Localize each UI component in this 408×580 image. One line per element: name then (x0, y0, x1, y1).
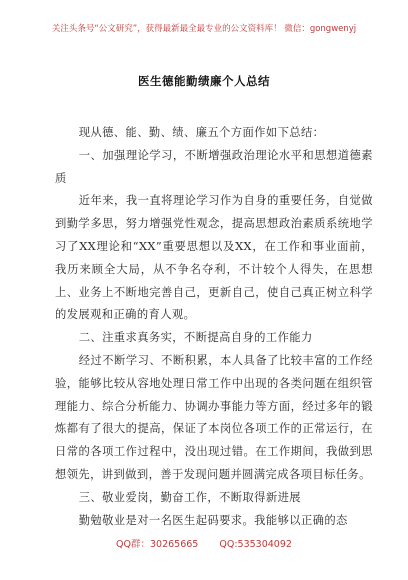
footer-contact (0, 536, 408, 550)
footer-qq-number: QQ:535304092 (219, 539, 292, 550)
body-paragraph-2: 经过不断学习、不断积累，本人具备了比较丰富的工作经验，能够比较从容地处理日常工作中出现的各类问题在组织管理能力、综合分析能力、协调办事能力等方面，经过多年的锻炼都有了很大的提高，保证了本岗位各项工作的正常运行，在日常的各项工作过程中，没出现过错。在工作期间，我做到思想领先，讲到做到，善于发现问题并圆满完成各项目标任务。 (55, 353, 373, 481)
footer-qq-group: QQ群：30265665 (116, 539, 199, 550)
header-notice: 关注头条号“公文研究”，获得最新最全最专业的公文资料库！ 微信：gongwenyj (51, 24, 357, 34)
intro-paragraph: 现从德、能、勤、绩、廉五个方面作如下总结： (78, 126, 325, 139)
section-heading-1: 一、加强理论学习，不断增强政治理论水平和思想道德素质 (55, 148, 373, 185)
section-heading-2: 二、注重求真务实，不断提高自身的工作能力 (78, 331, 313, 345)
document-body (55, 122, 373, 532)
body-paragraph-3: 勤勉敬业是对一名医生起码要求。我能够以正确的态 (78, 513, 348, 527)
document-title: 医生德能勤绩廉个人总结 (138, 74, 270, 88)
section-heading-3: 三、敬业爱岗，勤奋工作，不断取得新进展 (78, 490, 301, 504)
body-paragraph-1: 近年来，我一直将理论学习作为自身的重要任务，自觉做到勤学多思，努力增强党性观念，提高思想政治素质系统地学习了XX理论和“XX”重要思想以及XX，在工作和事业面前，我历来顾全大局，从不争名夺利，不计较个人得失，在思想上、业务上不断地完善自己，更新自己，使自己真正树立科学的发展观和正确的育人观。 (55, 194, 373, 322)
